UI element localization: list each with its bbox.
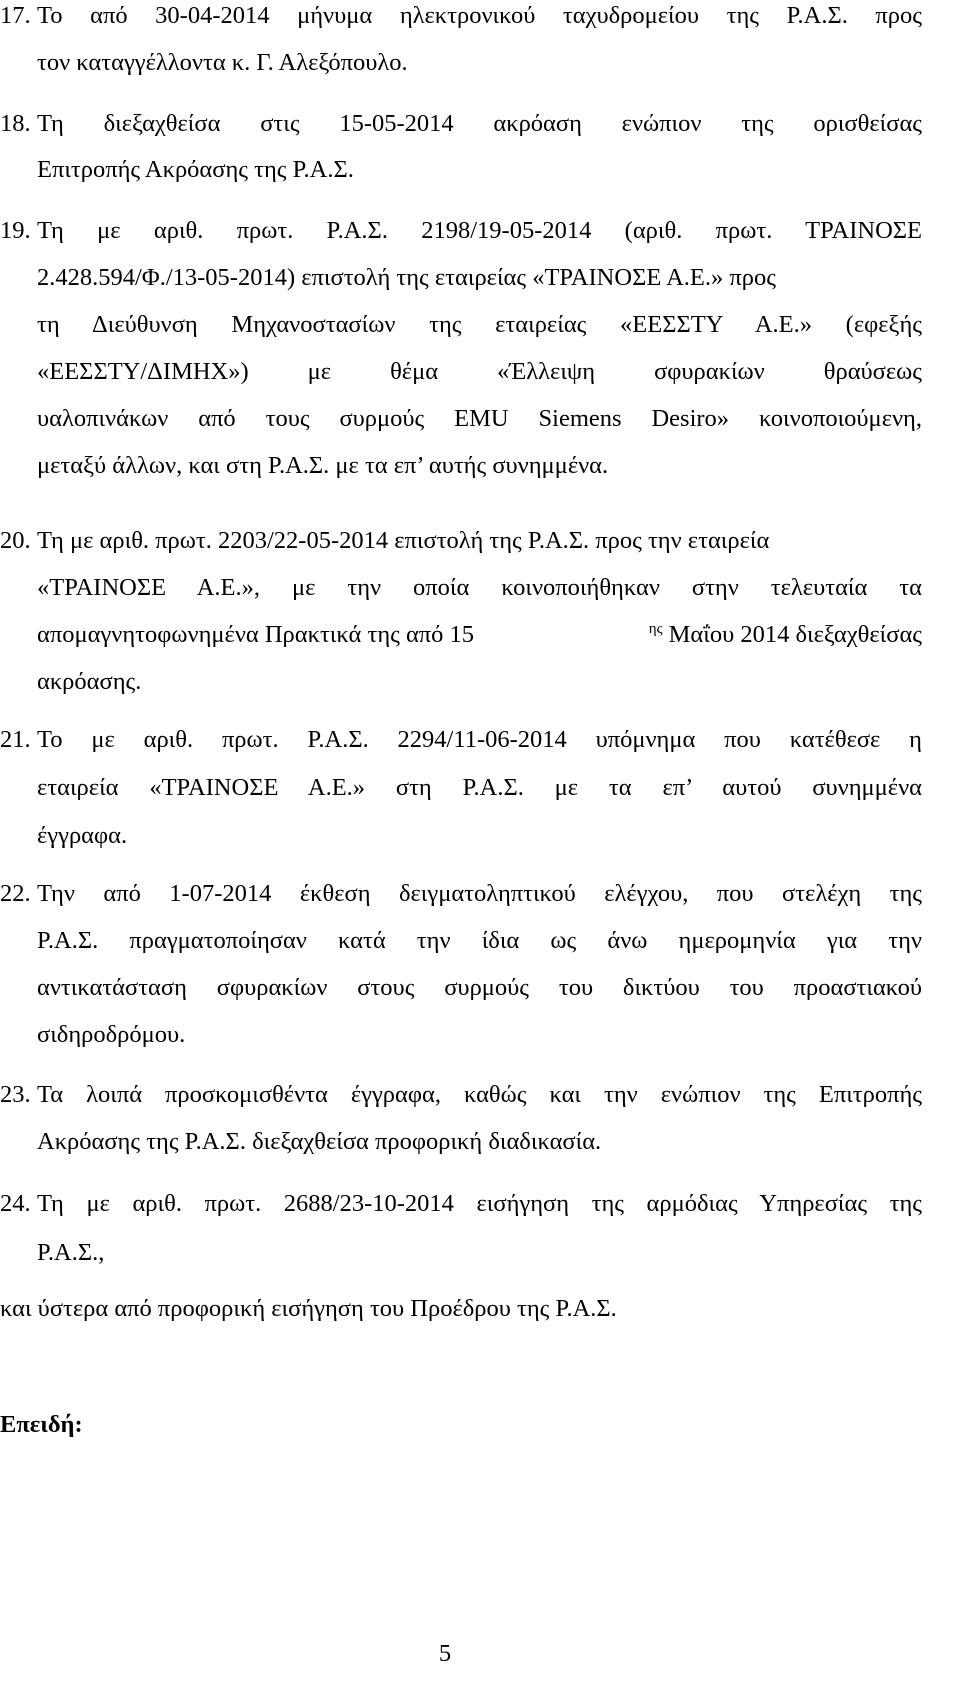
item-number: 21. xyxy=(0,726,31,753)
closing-paragraph: και ύστερα από προφορική εισήγηση του Προέδρου της Ρ.Α.Σ. xyxy=(0,1295,617,1322)
item-line: Τη διεξαχθείσα στις 15-05-2014 ακρόαση ενώπιον της ορισθείσας xyxy=(37,110,922,137)
item-line: Την από 1-07-2014 έκθεση δειγματοληπτικού ελέγχου, που στελέχη της xyxy=(37,880,922,907)
item-line: τη Διεύθυνση Μηχανοστασίων της εταιρείας «ΕΕΣΣΤΥ Α.Ε.» (εφεξής xyxy=(37,311,922,338)
line-tail xyxy=(649,621,922,649)
item-line: Τη με αριθ. πρωτ. 2203/22-05-2014 επιστολή της Ρ.Α.Σ. προς την εταιρεία xyxy=(37,527,770,554)
item-line: «ΤΡΑΙΝΟΣΕ Α.Ε.», με την οποία κοινοποιήθηκαν στην τελευταία τα xyxy=(37,574,922,601)
item-line: αντικατάσταση σφυρακίων στους συρμούς του δικτύου του προαστιακού xyxy=(37,974,922,1001)
item-line: ακρόασης. xyxy=(37,668,142,695)
line-tail-text: Μαΐου 2014 διεξαχθείσας xyxy=(662,621,922,648)
page-number: 5 xyxy=(438,1640,452,1667)
item-line: σιδηροδρόμου. xyxy=(37,1021,186,1048)
superscript: ης xyxy=(648,621,663,637)
item-line-with-superscript xyxy=(37,621,922,649)
item-line: «ΕΕΣΣΤΥ/ΔΙΜΗΧ») με θέμα «Έλλειψη σφυρακίων θραύσεως xyxy=(37,358,922,385)
item-line: απομαγνητοφωνημένα Πρακτικά της από 15 xyxy=(37,621,475,648)
item-line: Τη με αριθ. πρωτ. Ρ.Α.Σ. 2198/19-05-2014 (αριθ. πρωτ. ΤΡΑΙΝΟΣΕ xyxy=(37,217,922,244)
item-line: Επιτροπής Ακρόασης της Ρ.Α.Σ. xyxy=(37,156,354,183)
item-line: εταιρεία «ΤΡΑΙΝΟΣΕ Α.Ε.» στη Ρ.Α.Σ. με τα επ’ αυτού συνημμένα xyxy=(37,774,922,801)
item-number: 24. xyxy=(0,1190,31,1217)
item-line: 2.428.594/Φ./13-05-2014) επιστολή της εταιρείας «ΤΡΑΙΝΟΣΕ Α.Ε.» προς xyxy=(37,264,776,291)
section-heading: Επειδή: xyxy=(0,1411,83,1438)
item-number: 18. xyxy=(0,110,31,137)
item-line: Ακρόασης της Ρ.Α.Σ. διεξαχθείσα προφορική διαδικασία. xyxy=(37,1128,602,1155)
item-line: μεταξύ άλλων, και στη Ρ.Α.Σ. με τα επ’ αυτής συνημμένα. xyxy=(37,452,609,479)
item-line: υαλοπινάκων από τους συρμούς EMU Siemens Desiro» κοινοποιούμενη, xyxy=(37,405,922,432)
item-number: 19. xyxy=(0,217,31,244)
item-line: τον καταγγέλλοντα κ. Γ. Αλεξόπουλο. xyxy=(37,49,408,76)
item-line: Τη με αριθ. πρωτ. 2688/23-10-2014 εισήγηση της αρμόδιας Υπηρεσίας της xyxy=(37,1190,922,1217)
item-number: 17. xyxy=(0,2,31,29)
item-line: Το από 30-04-2014 μήνυμα ηλεκτρονικού ταχυδρομείου της Ρ.Α.Σ. προς xyxy=(37,2,922,29)
item-number: 23. xyxy=(0,1081,31,1108)
item-line: Ρ.Α.Σ., xyxy=(37,1239,105,1266)
item-number: 22. xyxy=(0,880,31,907)
item-line: Το με αριθ. πρωτ. Ρ.Α.Σ. 2294/11-06-2014 υπόμνημα που κατέθεσε η xyxy=(37,726,922,753)
item-line: Ρ.Α.Σ. πραγματοποίησαν κατά την ίδια ως άνω ημερομηνία για την xyxy=(37,927,922,954)
item-line: έγγραφα. xyxy=(37,822,128,849)
item-line: Τα λοιπά προσκομισθέντα έγγραφα, καθώς και την ενώπιον της Επιτροπής xyxy=(37,1081,922,1108)
item-number: 20. xyxy=(0,527,31,554)
